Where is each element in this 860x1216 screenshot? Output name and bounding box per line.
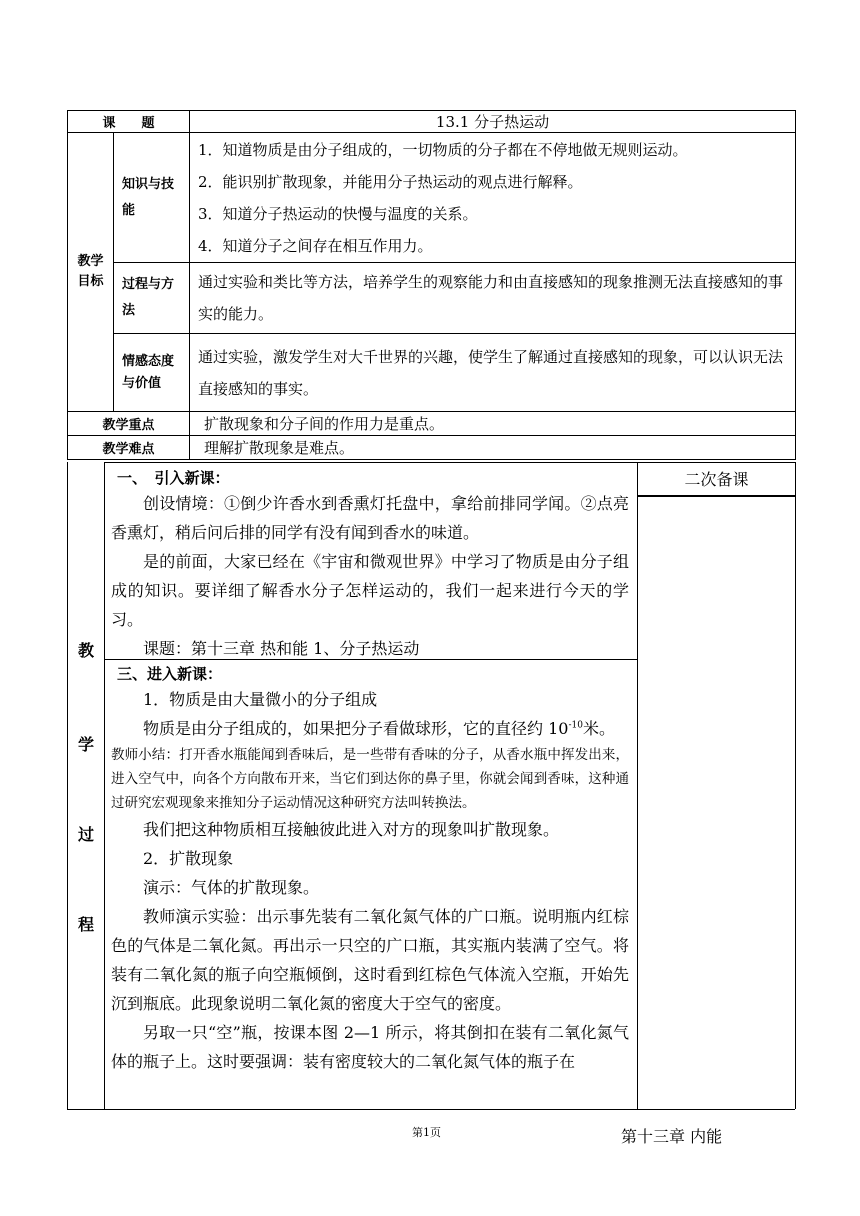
process-label-char: 程 xyxy=(77,915,94,934)
second-preparation-column xyxy=(638,462,796,1109)
knowledge-item: 1．知道物质是由分子组成的，一切物质的分子都在不停地做无规则运动。 xyxy=(198,140,688,159)
knowledge-label-text: 知识与技能 xyxy=(122,176,175,218)
teaching-process-area xyxy=(67,462,795,1110)
section-intro-title: 一、 引入新课： xyxy=(117,469,230,487)
knowledge-label xyxy=(114,133,190,263)
exponent: -10 xyxy=(568,720,583,731)
paragraph: 另取一只“空”瓶，按课本图 2—1 所示，将其倒扣在装有二氧化氮气体的瓶子上。这时要强调：装有密度较大的二氧化氮气体的瓶子在 xyxy=(111,1023,629,1071)
lesson-info-table xyxy=(67,110,796,460)
knowledge-items xyxy=(190,133,796,263)
process-label-char: 过 xyxy=(77,825,94,844)
difficulty-label: 教学难点 xyxy=(68,436,190,460)
process-method-label-text: 过程与方法 xyxy=(122,277,175,318)
second-preparation-header: 二次备课 xyxy=(638,463,795,497)
section-new-lesson xyxy=(105,660,638,1109)
emotion-label-text: 情感态度与价值 xyxy=(122,353,175,391)
emotion-text: 通过实验，激发学生对大千世界的兴趣，使学生了解通过直接感知的现象，可以认识无法直接感知的事实。 xyxy=(190,334,796,412)
knowledge-item: 3．知道分子热运动的快慢与温度的关系。 xyxy=(198,204,478,223)
teacher-summary: 教师小结：打开香水瓶能闻到香味后，是一些带有香味的分子，从香水瓶中挥发出来，进入空气中，向各个方向散布开来，当它们到达你的鼻子里，你就会闻到香味，这种通过研究宏观现象来推知分子运动情况这种研究方法叫转换法。 xyxy=(111,747,629,811)
subheading: 2．扩散现象 xyxy=(143,849,234,868)
paragraph: 是的前面，大家已经在《宇宙和微观世界》中学习了物质是由分子组成的知识。要详细了解香水分子怎样运动的，我们一起来进行今天的学习。 xyxy=(111,552,629,629)
paragraph: 课题：第十三章 热和能 1、分子热运动 xyxy=(143,639,420,658)
section-intro xyxy=(105,462,638,660)
paragraph: 创设情境：①倒少许香水到香熏灯托盘中，拿给前排同学闻。②点亮香熏灯，稍后问后排的同学有没有闻到香水的味道。 xyxy=(111,494,629,542)
process-label-char: 教 xyxy=(77,641,94,660)
key-point-text: 扩散现象和分子间的作用力是重点。 xyxy=(190,412,796,436)
section-new-lesson-title: 三、进入新课： xyxy=(117,665,223,683)
diameter-text: 物质是由分子组成的，如果把分子看做球形，它的直径约 10 xyxy=(143,719,569,738)
key-point-label: 教学重点 xyxy=(68,412,190,436)
knowledge-item: 4．知道分子之间存在相互作用力。 xyxy=(198,236,433,255)
objectives-label xyxy=(68,133,114,412)
process-method-text: 通过实验和类比等方法，培养学生的观察能力和由直接感知的现象推测无法直接感知的事实的能力。 xyxy=(190,263,796,334)
subheading: 1．物质是由大量微小的分子组成 xyxy=(143,690,378,709)
page-number: 第1页 xyxy=(412,1126,441,1139)
paragraph: 我们把这种物质相互接触彼此进入对方的现象叫扩散现象。 xyxy=(143,820,560,839)
topic-label: 课 题 xyxy=(68,111,190,133)
difficulty-text: 理解扩散现象是难点。 xyxy=(190,436,796,460)
objectives-label-text: 教学目标 xyxy=(77,254,104,289)
paragraph xyxy=(105,714,637,743)
diameter-unit: 米。 xyxy=(582,719,615,738)
topic-title: 13.1 分子热运动 xyxy=(190,111,796,133)
paragraph: 演示：气体的扩散现象。 xyxy=(143,878,320,897)
knowledge-item: 2．能识别扩散现象，并能用分子热运动的观点进行解释。 xyxy=(198,172,583,191)
teaching-process-label xyxy=(68,462,105,1109)
paragraph: 教师演示实验：出示事先装有二氧化氮气体的广口瓶。说明瓶内红棕色的气体是二氧化氮。再出示一只空的广口瓶，其实瓶内装满了空气。将装有二氧化氮的瓶子向空瓶倾倒，这时看到红棕色气体流入空瓶，开始先沉到瓶底。此现象说明二氧化氮的密度大于空气的密度。 xyxy=(111,907,629,1013)
chapter-footer: 第十三章 内能 xyxy=(621,1127,723,1146)
process-method-label xyxy=(114,263,190,334)
process-label-char: 学 xyxy=(77,735,94,754)
emotion-label xyxy=(114,334,190,412)
